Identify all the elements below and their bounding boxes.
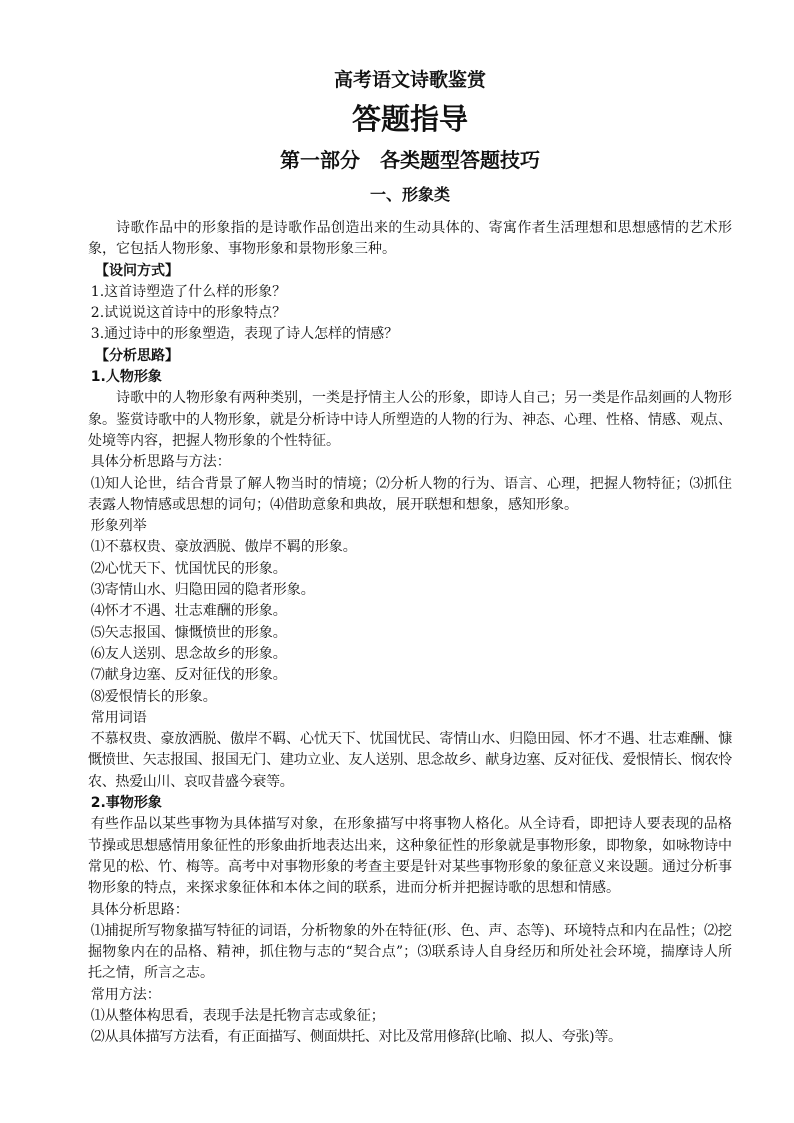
section-heading: 一、形象类 xyxy=(369,185,450,204)
part-heading: 第一部分 各类题型答题技巧 xyxy=(280,148,540,172)
person-heading: 1.人物形象 xyxy=(90,369,162,386)
ask-item: 2.试说说这首诗中的形象特点？ xyxy=(90,305,287,322)
person-list-item: ⑻爱恨情长的形象。 xyxy=(90,688,217,705)
thing-method: ⑴捕捉所写物象描写特征的词语，分析物象的外在特征(形、色、声、态等)、环境特点和内在品性；⑵挖掘物象内在的品格、精神，抓住物与志的“契合点”；⑶联系诗人自身经历和所处社会环境，揣摩诗人所托之情，所言之志。 xyxy=(88,922,732,982)
thing-common-heading: 常用方法： xyxy=(90,986,161,1003)
thing-heading: 2.事物形象 xyxy=(90,795,162,812)
person-list-item: ⑺献身边塞、反对征伐的形象。 xyxy=(90,667,287,684)
thing-common-item: ⑵从具体描写方法看，有正面描写、侧面烘托、对比及常用修辞(比喻、拟人、夸张)等。 xyxy=(90,1029,622,1046)
person-list-item: ⑴不慕权贵、豪放洒脱、傲岸不羁的形象。 xyxy=(90,539,357,556)
person-method-heading: 具体分析思路与方法： xyxy=(90,454,231,471)
person-list-heading: 形象列举 xyxy=(90,518,147,535)
person-words-heading: 常用词语 xyxy=(90,709,147,726)
ask-item: 1.这首诗塑造了什么样的形象？ xyxy=(90,283,287,300)
doc-main-title: 答题指导 xyxy=(351,102,468,136)
ask-item: 3.通过诗中的形象塑造，表现了诗人怎样的情感？ xyxy=(90,326,399,343)
person-list-item: ⑸矢志报国、慷慨愤世的形象。 xyxy=(90,624,287,641)
analysis-heading: 【分析思路】 xyxy=(95,347,179,364)
doc-title: 高考语文诗歌鉴赏 xyxy=(333,69,486,91)
thing-method-heading: 具体分析思路： xyxy=(90,901,189,918)
ask-heading: 【设问方式】 xyxy=(95,262,179,279)
document-page xyxy=(88,66,732,1049)
thing-paragraph: 有些作品以某些事物为具体描写对象，在形象描写中将事物人格化。从全诗看，即把诗人要表现的品格节操或思想感情用象征性的形象曲折地表达出来，这种象征性的形象就是事物形象，即物象，如咏物诗中常见的松、竹、梅等。高考中对事物形象的考查主要是针对某些事物形象的象征意义来设题。通过分析事物形象的特点，来探求象征体和本体之间的联系，进而分析并把握诗歌的思想和情感。 xyxy=(88,816,732,897)
person-words: 不慕权贵、豪放洒脱、傲岸不羁、心忧天下、忧国忧民、寄情山水、归隐田园、怀才不遇、壮志难酬、慷慨愤世、矢志报国、报国无门、建功立业、友人送别、思念故乡、献身边塞、反对征伐、爱恨情长、悯农怜农、热爱山川、哀叹昔盛今衰等。 xyxy=(88,731,732,790)
person-paragraph: 诗歌中的人物形象有两种类别，一类是抒情主人公的形象，即诗人自己；另一类是作品刻画的人物形象。鉴赏诗歌中的人物形象，就是分析诗中诗人所塑造的人物的行为、神态、心理、性格、情感、观点、处境等内容，把握人物形象的个性特征。 xyxy=(88,390,732,449)
thing-common-item: ⑴从整体构思看，表现手法是托物言志或象征； xyxy=(90,1007,385,1024)
intro-paragraph: 诗歌作品中的形象指的是诗歌作品创造出来的生动具体的、寄寓作者生活理想和思想感情的艺术形象，它包括人物形象、事物形象和景物形象三种。 xyxy=(88,220,732,258)
person-list-item: ⑹友人送别、思念故乡的形象。 xyxy=(90,645,287,662)
person-list-item: ⑶寄情山水、归隐田园的隐者形象。 xyxy=(90,582,315,599)
person-list-item: ⑵心忧天下、忧国忧民的形象。 xyxy=(90,560,287,577)
person-method: ⑴知人论世，结合背景了解人物当时的情境；⑵分析人物的行为、语言、心理，把握人物特征；⑶抓住表露人物情感或思想的词句；⑷借助意象和典故，展开联想和想象，感知形象。 xyxy=(88,475,732,513)
person-list-item: ⑷怀才不遇、壮志难酬的形象。 xyxy=(90,603,287,620)
